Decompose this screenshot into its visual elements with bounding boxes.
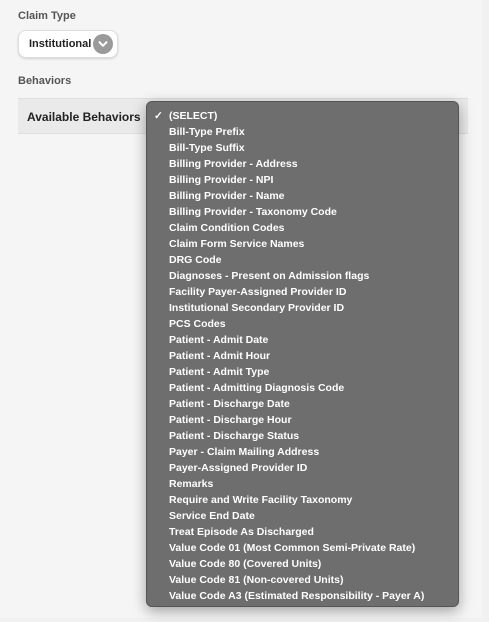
dropdown-option-label: Facility Payer-Assigned Provider ID bbox=[169, 286, 347, 298]
dropdown-option[interactable] bbox=[147, 348, 458, 364]
dropdown-option[interactable] bbox=[147, 412, 458, 428]
dropdown-option-label: Patient - Discharge Hour bbox=[169, 414, 292, 426]
dropdown-option[interactable] bbox=[147, 572, 458, 588]
dropdown-option-label: Billing Provider - Taxonomy Code bbox=[169, 206, 337, 218]
dropdown-option-label: Payer - Claim Mailing Address bbox=[169, 446, 320, 458]
behaviors-label: Behaviors bbox=[18, 75, 72, 87]
dropdown-option-label: Patient - Admit Date bbox=[169, 334, 269, 346]
dropdown-option[interactable] bbox=[147, 588, 458, 604]
dropdown-option-label: Value Code 80 (Covered Units) bbox=[169, 558, 322, 570]
dropdown-option[interactable] bbox=[147, 140, 458, 156]
dropdown-option-label: Bill-Type Prefix bbox=[169, 126, 245, 138]
claim-type-label: Claim Type bbox=[18, 10, 76, 22]
dropdown-option-label: Value Code 81 (Non-covered Units) bbox=[169, 574, 344, 586]
dropdown-option[interactable] bbox=[147, 556, 458, 572]
dropdown-option[interactable] bbox=[147, 508, 458, 524]
dropdown-option-label: Billing Provider - Address bbox=[169, 158, 298, 170]
dropdown-option-label: Claim Form Service Names bbox=[169, 238, 305, 250]
dropdown-option-label: Require and Write Facility Taxonomy bbox=[169, 494, 353, 506]
claim-type-select[interactable] bbox=[18, 30, 118, 58]
dropdown-option[interactable] bbox=[147, 396, 458, 412]
dropdown-option[interactable] bbox=[147, 476, 458, 492]
dropdown-option-label: Institutional Secondary Provider ID bbox=[169, 302, 345, 314]
dropdown-option[interactable] bbox=[147, 492, 458, 508]
dropdown-option-label: Remarks bbox=[169, 478, 214, 490]
dropdown-option[interactable] bbox=[147, 188, 458, 204]
claim-type-value: Institutional bbox=[29, 38, 92, 50]
chevron-down-icon bbox=[93, 34, 113, 54]
dropdown-option[interactable] bbox=[147, 380, 458, 396]
dropdown-option[interactable] bbox=[147, 204, 458, 220]
dropdown-option[interactable] bbox=[147, 300, 458, 316]
dropdown-option-label: Patient - Discharge Date bbox=[169, 398, 290, 410]
dropdown-option-label: PCS Codes bbox=[169, 318, 226, 330]
dropdown-option-label: Patient - Admit Hour bbox=[169, 350, 271, 362]
dropdown-option-label: Claim Condition Codes bbox=[169, 222, 285, 234]
dropdown-option[interactable] bbox=[147, 268, 458, 284]
available-behaviors-label: Available Behaviors bbox=[27, 110, 141, 124]
dropdown-option[interactable] bbox=[147, 236, 458, 252]
dropdown-option[interactable] bbox=[147, 156, 458, 172]
dropdown-option[interactable] bbox=[147, 444, 458, 460]
dropdown-option-label: Patient - Admit Type bbox=[169, 366, 270, 378]
dropdown-option-label: Value Code 01 (Most Common Semi-Private Rate) bbox=[169, 542, 416, 554]
dropdown-option[interactable] bbox=[147, 172, 458, 188]
dropdown-option-label: Payer-Assigned Provider ID bbox=[169, 462, 308, 474]
dropdown-option[interactable] bbox=[147, 428, 458, 444]
dropdown-option[interactable] bbox=[147, 460, 458, 476]
dropdown-option[interactable] bbox=[147, 284, 458, 300]
dropdown-option[interactable] bbox=[147, 252, 458, 268]
dropdown-option-label: (SELECT) bbox=[169, 110, 218, 122]
check-icon: ✓ bbox=[154, 110, 163, 122]
dropdown-option[interactable] bbox=[147, 524, 458, 540]
dropdown-option[interactable] bbox=[147, 364, 458, 380]
dropdown-option-label: Bill-Type Suffix bbox=[169, 142, 245, 154]
dropdown-option-label: Patient - Discharge Status bbox=[169, 430, 300, 442]
dropdown-option[interactable] bbox=[147, 108, 458, 124]
dropdown-option-label: Patient - Admitting Diagnosis Code bbox=[169, 382, 345, 394]
dropdown-option[interactable] bbox=[147, 220, 458, 236]
dropdown-option-label: Treat Episode As Discharged bbox=[169, 526, 314, 538]
dropdown-option-label: Service End Date bbox=[169, 510, 255, 522]
dropdown-option[interactable] bbox=[147, 540, 458, 556]
dropdown-option-label: Billing Provider - Name bbox=[169, 190, 285, 202]
dropdown-option-label: DRG Code bbox=[169, 254, 222, 266]
dropdown-option-label: Billing Provider - NPI bbox=[169, 174, 274, 186]
dropdown-option-label: Value Code A3 (Estimated Responsibility - Payer A) bbox=[169, 590, 425, 602]
behaviors-dropdown-menu[interactable] bbox=[146, 101, 459, 607]
dropdown-option[interactable] bbox=[147, 124, 458, 140]
dropdown-option[interactable] bbox=[147, 332, 458, 348]
dropdown-option[interactable] bbox=[147, 316, 458, 332]
dropdown-option-label: Diagnoses - Present on Admission flags bbox=[169, 270, 370, 282]
